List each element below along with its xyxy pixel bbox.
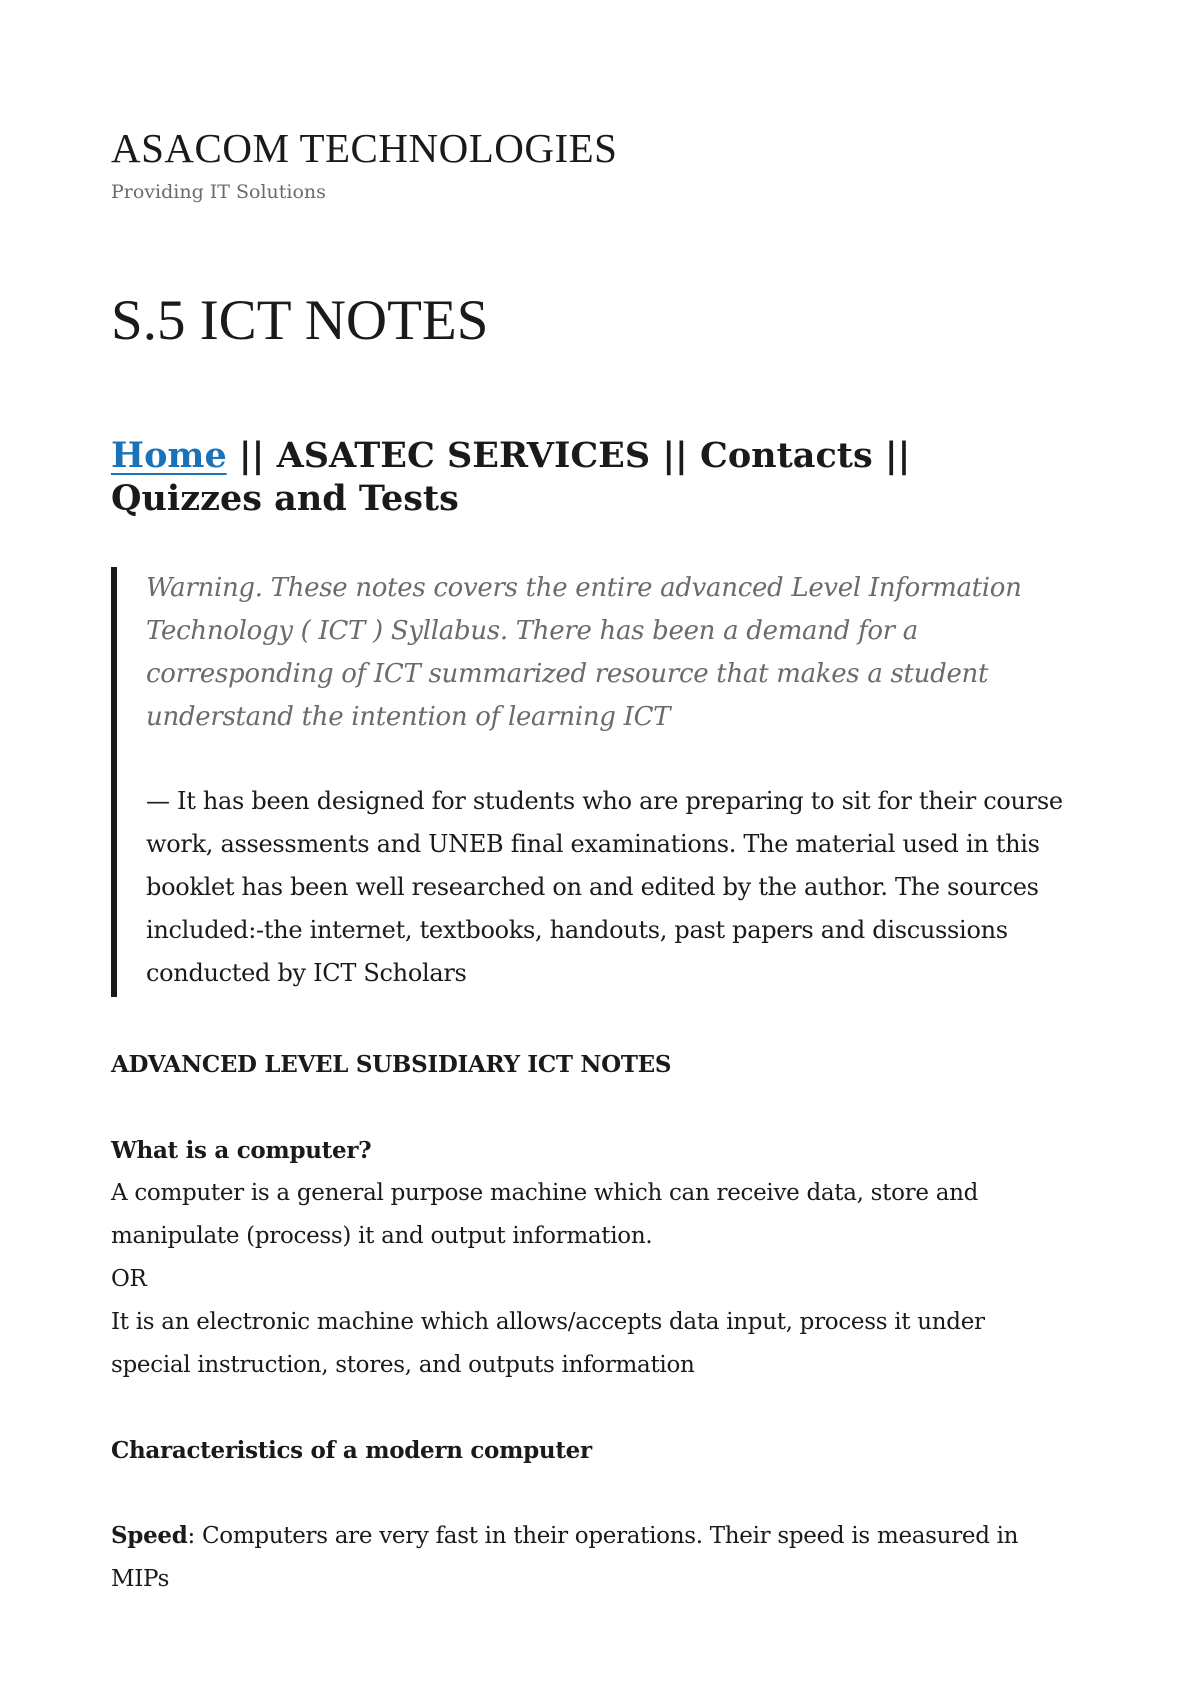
home-link[interactable]: Home [111,435,227,476]
site-tagline: Providing IT Solutions [111,181,326,203]
speed-text: : Computers are very fast in their operations. Their speed is measured in MIPs [111,1523,1019,1592]
nav-links-heading [111,434,1071,520]
speed-label: Speed [111,1522,188,1549]
nav-separator: || [650,435,700,476]
characteristics-heading: Characteristics of a modern computer [111,1437,592,1464]
quote-text: Warning. These notes covers the entire advanced Level Information Technology ( ICT ) Syllabus. There has been a demand for a corresponding of ICT summarized resource that makes a student understand the intention of learning ICT [146,573,1022,732]
nav-item-asatec-services: ASATEC SERVICES [276,435,651,476]
nav-item-contacts: Contacts [699,435,873,476]
warning-blockquote [111,567,1071,997]
definition-two: It is an electronic machine which allows/accepts data input, process it under special instruction, stores, and outputs information [111,1309,985,1378]
quote-citation: — It has been designed for students who are preparing to sit for their course work, assessments and UNEB final examinations. The material used in this booklet has been well researched on and edited by the author. The sources included:-the internet, textbooks, handouts, past papers and discussions conducted by ICT Scholars [146,787,1063,987]
computer-definition-block [111,1129,1071,1387]
section-heading: ADVANCED LEVEL SUBSIDIARY ICT NOTES [111,1051,672,1078]
question-heading: What is a computer? [111,1137,372,1164]
site-title[interactable]: ASACOM TECHNOLOGIES [111,125,618,171]
definition-one: A computer is a general purpose machine which can receive data, store and manipulate (process) it and output information. [111,1180,979,1249]
speed-paragraph [111,1514,1071,1601]
nav-separator: || [226,435,277,476]
nav-separator: || [872,435,911,476]
or-separator: OR [111,1266,147,1292]
page-title: S.5 ICT NOTES [111,289,489,352]
nav-item-quizzes-and-tests: Quizzes and Tests [111,478,459,519]
